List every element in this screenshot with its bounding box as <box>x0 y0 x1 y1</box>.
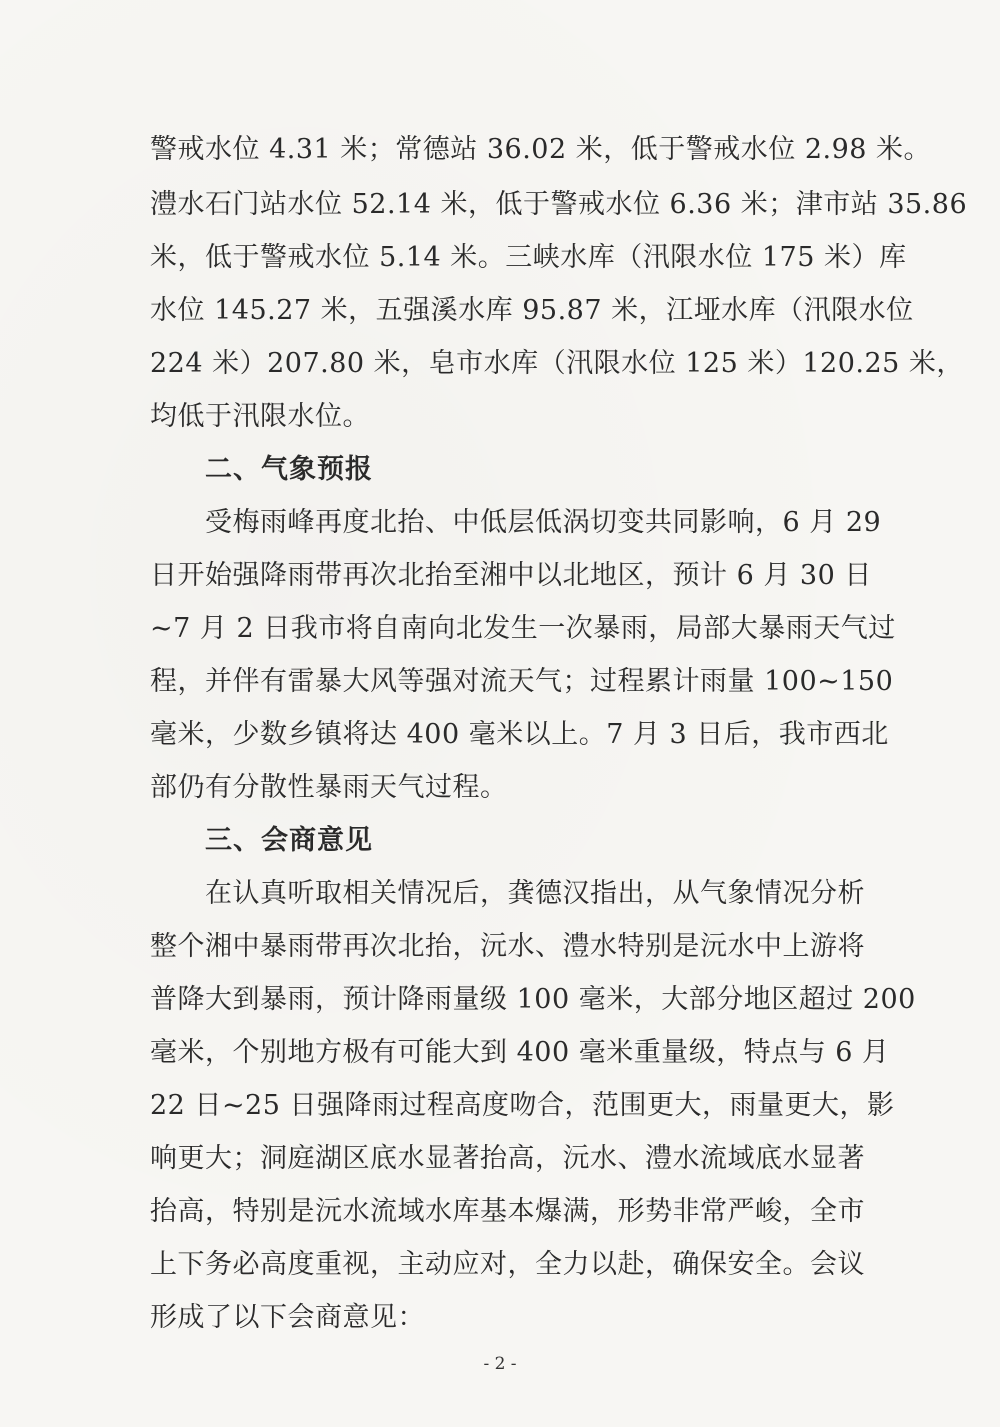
paragraph-line: 均低于汛限水位。 <box>150 401 370 432</box>
paragraph-line: 形成了以下会商意见： <box>150 1302 425 1333</box>
paragraph-line: 水位 145.27 米，五强溪水库 95.87 米，江垭水库（汛限水位 <box>150 295 914 326</box>
paragraph-line: 22 日~25 日强降雨过程高度吻合，范围更大，雨量更大，影 <box>150 1090 895 1121</box>
paragraph-line: 部仍有分散性暴雨天气过程。 <box>150 772 508 803</box>
paragraph-line: 224 米）207.80 米，皂市水库（汛限水位 125 米）120.25 米， <box>150 348 964 379</box>
paragraph-line: 澧水石门站水位 52.14 米，低于警戒水位 6.36 米；津市站 35.86 <box>150 189 968 220</box>
section-heading-consultation: 三、会商意见 <box>205 825 373 856</box>
paragraph-line: 普降大到暴雨，预计降雨量级 100 毫米，大部分地区超过 200 <box>150 984 916 1015</box>
paragraph-line: 警戒水位 4.31 米；常德站 36.02 米，低于警戒水位 2.98 米。 <box>150 134 932 165</box>
paragraph-line: 在认真听取相关情况后，龚德汉指出，从气象情况分析 <box>205 878 865 909</box>
paragraph-line: 响更大；洞庭湖区底水显著抬高，沅水、澧水流域底水显著 <box>150 1143 865 1174</box>
paragraph-line: 程，并伴有雷暴大风等强对流天气；过程累计雨量 100~150 <box>150 666 894 697</box>
paragraph-line: 整个湘中暴雨带再次北抬，沅水、澧水特别是沅水中上游将 <box>150 931 865 962</box>
paragraph-line: 毫米，少数乡镇将达 400 毫米以上。7 月 3 日后，我市西北 <box>150 719 889 750</box>
page-number: - 2 - <box>483 1354 517 1374</box>
paragraph-line: 抬高，特别是沅水流域水库基本爆满，形势非常严峻，全市 <box>150 1196 865 1227</box>
paragraph-line: 毫米，个别地方极有可能大到 400 毫米重量级，特点与 6 月 <box>150 1037 890 1068</box>
paragraph-line: 受梅雨峰再度北抬、中低层低涡切变共同影响，6 月 29 <box>205 507 882 538</box>
paragraph-line: ~7 月 2 日我市将自南向北发生一次暴雨，局部大暴雨天气过 <box>150 613 896 644</box>
paragraph-line: 日开始强降雨带再次北抬至湘中以北地区，预计 6 月 30 日 <box>150 560 872 591</box>
paragraph-line: 米，低于警戒水位 5.14 米。三峡水库（汛限水位 175 米）库 <box>150 242 907 273</box>
section-heading-weather: 二、气象预报 <box>205 454 373 485</box>
paragraph-line: 上下务必高度重视，主动应对，全力以赴，确保安全。会议 <box>150 1249 865 1280</box>
